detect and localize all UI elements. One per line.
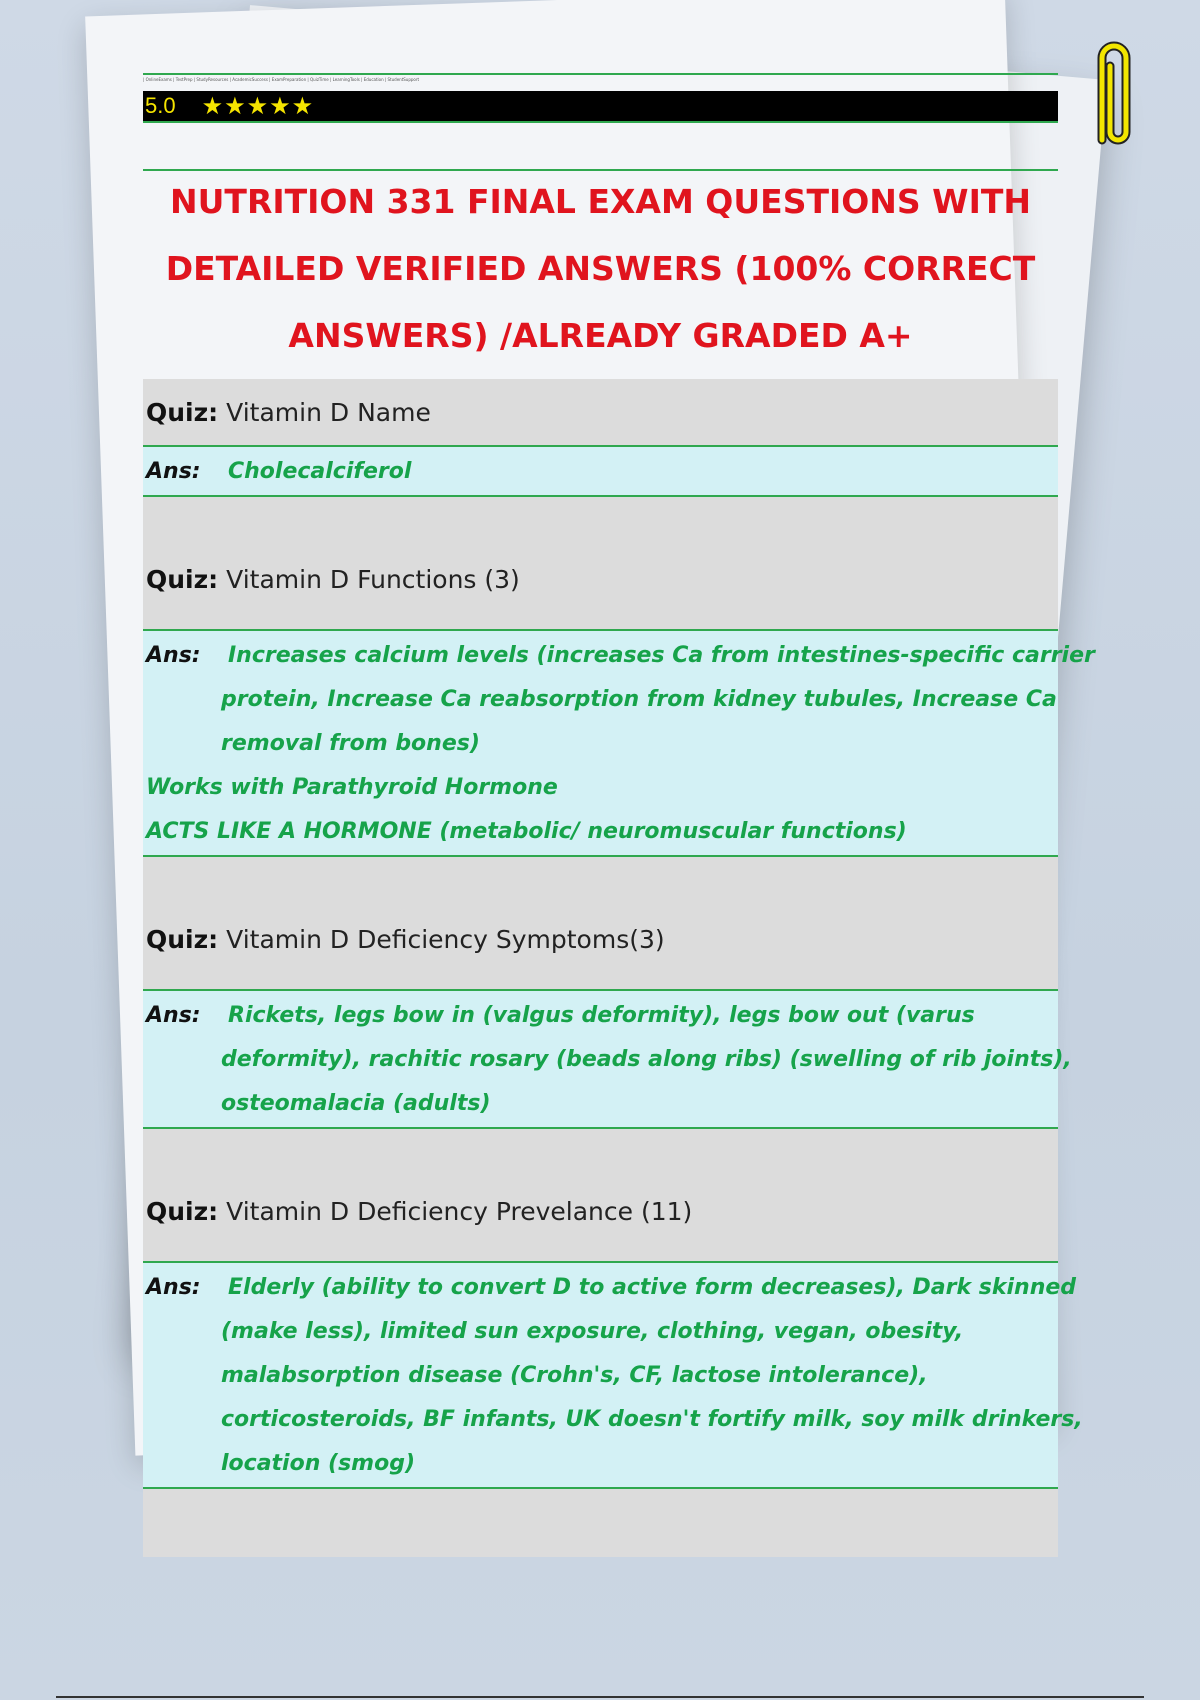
answer-line: Cholecalciferol: [228, 459, 412, 484]
answer-line: removal from bones): [221, 731, 480, 756]
quiz-label: Quiz:: [146, 924, 219, 954]
question-text: Vitamin D Name: [226, 397, 431, 427]
quiz-question: [143, 497, 1058, 631]
page-tail-space: [143, 1489, 1058, 1557]
ans-label: Ans:: [146, 1003, 201, 1028]
answer-line: location (smog): [221, 1451, 416, 1476]
footer-divider: [56, 1696, 1144, 1698]
rating-bar: [143, 91, 1058, 123]
paperclip-icon: [1088, 36, 1140, 154]
answer-line: osteomalacia (adults): [221, 1091, 491, 1116]
answer-line: malabsorption disease (Crohn's, CF, lactose intolerance),: [221, 1363, 928, 1388]
ans-label: Ans:: [146, 643, 201, 668]
answer-line: Elderly (ability to convert D to active form decreases), Dark skinned: [228, 1275, 1077, 1300]
tag-strip: | OnlineExams | TestPrep | StudyResources | AcademicSuccess | ExamPreparation | QuizTime | LearningTools | Education | StudentSupport: [143, 73, 1058, 82]
title-line: ANSWERS) /ALREADY GRADED A+: [288, 316, 913, 355]
quiz-label: Quiz:: [146, 1196, 219, 1226]
star-rating-icon: ★★★★★: [201, 92, 315, 120]
answer-line: (make less), limited sun exposure, clothing, vegan, obesity,: [221, 1319, 964, 1344]
quiz-question: [143, 857, 1058, 991]
answer-block: [143, 631, 1095, 857]
answer-block: [143, 1263, 1083, 1489]
quiz-label: Quiz:: [146, 564, 219, 594]
document-title: [143, 168, 1058, 369]
answer-line: Increases calcium levels (increases Ca from intestines-specific carrier: [228, 643, 1095, 668]
ans-label: Ans:: [146, 1275, 201, 1300]
quiz-question: [143, 379, 1058, 447]
title-line: DETAILED VERIFIED ANSWERS (100% CORRECT: [165, 249, 1036, 288]
rating-score: 5.0: [145, 93, 176, 118]
answer-note: Works with Parathyroid Hormone: [146, 775, 558, 800]
question-text: Vitamin D Deficiency Prevelance (11): [226, 1196, 693, 1226]
answer-block: [143, 991, 1072, 1129]
answer-note: ACTS LIKE A HORMONE (metabolic/ neuromuscular functions): [146, 819, 907, 844]
quiz-label: Quiz:: [146, 397, 219, 427]
question-text: Vitamin D Deficiency Symptoms(3): [226, 924, 665, 954]
answer-line: deformity), rachitic rosary (beads along ribs) (swelling of rib joints),: [221, 1047, 1072, 1072]
question-text: Vitamin D Functions (3): [226, 564, 520, 594]
answer-block: [143, 447, 1058, 497]
qa-list: [143, 379, 1095, 1557]
answer-line: protein, Increase Ca reabsorption from kidney tubules, Increase Ca: [221, 687, 1057, 712]
ans-label: Ans:: [146, 459, 201, 484]
answer-line: Rickets, legs bow in (valgus deformity), legs bow out (varus: [228, 1003, 975, 1028]
answer-line: corticosteroids, BF infants, UK doesn't fortify milk, soy milk drinkers,: [221, 1407, 1083, 1432]
title-line: NUTRITION 331 FINAL EXAM QUESTIONS WITH: [170, 182, 1031, 221]
quiz-question: [143, 1129, 1058, 1263]
